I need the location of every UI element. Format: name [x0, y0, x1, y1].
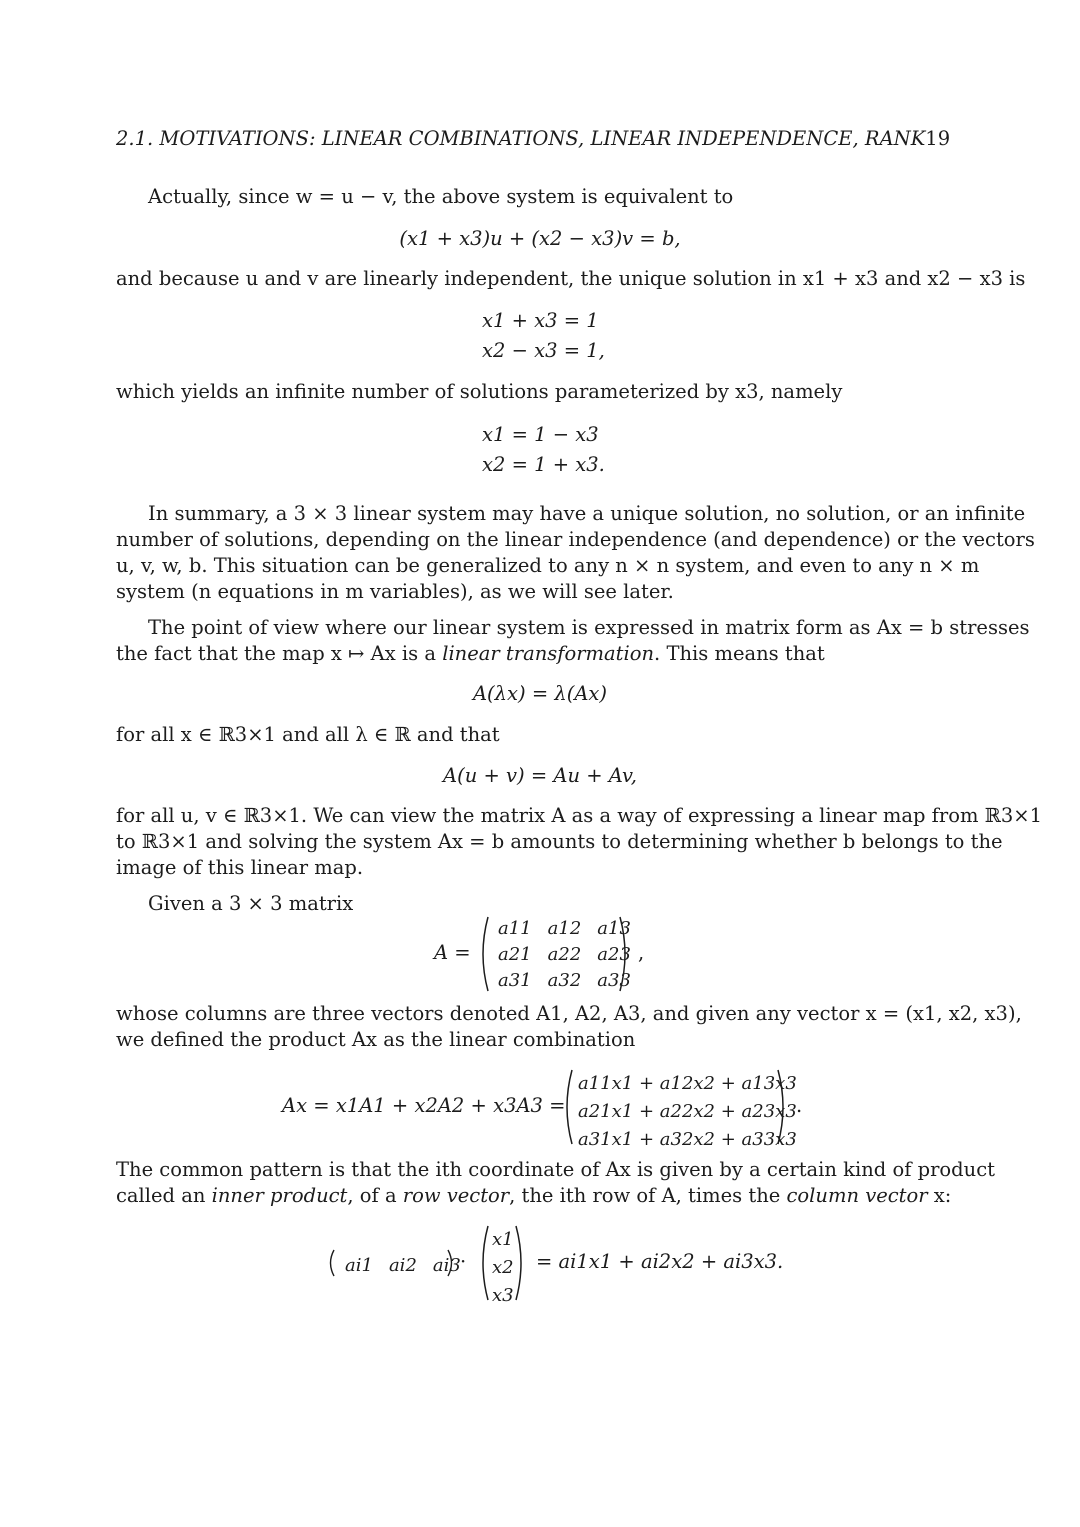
row-right-paren: [446, 1248, 456, 1278]
emph-column-vector: column vector: [786, 1184, 928, 1207]
equation-3-block: [482, 420, 605, 480]
paragraph-3: which yields an infinite number of solutions parameterized by x3, namely: [116, 380, 843, 403]
column-vector-cell: x3: [492, 1284, 514, 1306]
p10-seg-4: x:: [927, 1184, 952, 1207]
column-vector-cell: x1: [492, 1228, 514, 1250]
matrix-a-left-paren: [476, 915, 490, 993]
equation-2b: x2 − x3 = 1,: [482, 339, 605, 362]
matrix-a-cell: a13: [597, 917, 631, 939]
p10-seg-1: called an: [116, 1184, 212, 1207]
row-vector-cell: ai3: [432, 1254, 461, 1276]
paragraph-10-line-1: The common pattern is that the ith coordinate of Ax is given by a certain kind of product: [116, 1158, 995, 1181]
equation-3b: x2 = 1 + x3.: [482, 453, 605, 476]
p5-line2-end: . This means that: [654, 642, 825, 665]
matrix-a-cell: a31: [498, 969, 532, 991]
product-cell: a11x1 + a12x2 + a13x3: [578, 1072, 797, 1094]
paragraph-10-line-2: [116, 1183, 951, 1209]
paragraph-7-line-2: to ℝ3×1 and solving the system Ax = b amounts to determining whether b belongs to the: [116, 830, 1003, 853]
product-lhs: Ax = x1A1 + x2A2 + x3A3 =: [282, 1094, 566, 1117]
equation-3a: x1 = 1 − x3: [482, 423, 599, 446]
equation-1: (x1 + x3)u + (x2 − x3)v = b,: [399, 227, 681, 250]
paragraph-5-line-1: The point of view where our linear system is expressed in matrix form as Ax = b stresses: [148, 616, 1030, 639]
column-vector-cell: x2: [492, 1256, 514, 1278]
matrix-a-cell: a11: [498, 917, 532, 939]
matrix-a-cell: a12: [547, 917, 582, 939]
p5-line2-start: the fact that the map x ↦ Ax is a: [116, 642, 443, 665]
paragraph-5-line-2: [116, 641, 825, 667]
product-row: [576, 1098, 799, 1124]
equation-2-block: [482, 306, 605, 366]
equation-4: A(λx) = λ(Ax): [472, 682, 608, 705]
product-cell: a21x1 + a22x2 + a23x3: [578, 1100, 797, 1122]
product-row: [576, 1070, 799, 1096]
product-table: [574, 1068, 801, 1154]
paragraph-7-line-3: image of this linear map.: [116, 856, 364, 879]
p10-seg-2: , of a: [347, 1184, 403, 1207]
paragraph-4-line-3: u, v, w, b. This situation can be generalized to any n × n system, and even to any n × m: [116, 554, 980, 577]
matrix-a-trail: ,: [638, 941, 645, 964]
paragraph-6: for all x ∈ ℝ3×1 and all λ ∈ ℝ and that: [116, 723, 500, 746]
running-title: [116, 126, 950, 152]
matrix-a-row: [490, 967, 639, 993]
matrix-a-row: [490, 941, 639, 967]
paragraph-4-line-4: system (n equations in m variables), as we will see later.: [116, 580, 674, 603]
matrix-a-cell: a33: [597, 969, 631, 991]
matrix-a-label: A =: [434, 941, 471, 964]
paragraph-1: Actually, since w = u − v, the above system is equivalent to: [148, 185, 734, 208]
inner-rhs: = ai1x1 + ai2x2 + ai3x3.: [536, 1250, 784, 1273]
equation-2a: x1 + x3 = 1: [482, 309, 599, 332]
paragraph-4-line-1: In summary, a 3 × 3 linear system may have a unique solution, no solution, or an infinite: [148, 502, 1026, 525]
running-title-text: 2.1. MOTIVATIONS: LINEAR COMBINATIONS, LINEAR INDEPENDENCE, RANK: [116, 127, 926, 150]
matrix-a-cell: a32: [547, 969, 582, 991]
row-vector-cell: ai1: [345, 1254, 373, 1276]
matrix-a-cell: a21: [498, 943, 532, 965]
row-vector-cell: ai2: [388, 1254, 417, 1276]
paragraph-4-line-2: number of solutions, depending on the linear independence (and dependence) or the vectors: [116, 528, 1035, 551]
paragraph-2: and because u and v are linearly independent, the unique solution in x1 + x3 and x2 − x3 is: [116, 267, 1026, 290]
product-cell: a31x1 + a32x2 + a33x3: [578, 1128, 797, 1150]
col-right-paren: [514, 1224, 528, 1302]
equation-5: A(u + v) = Au + Av,: [443, 764, 637, 787]
paragraph-9-line-2: we defined the product Ax as the linear combination: [116, 1028, 636, 1051]
page-number: 19: [925, 127, 951, 150]
paragraph-7-line-1: for all u, v ∈ ℝ3×1. We can view the matrix A as a way of expressing a linear map from ℝ3×1: [116, 804, 1043, 827]
matrix-a-cell: a23: [597, 943, 631, 965]
matrix-a-row: [490, 915, 639, 941]
paragraph-8: Given a 3 × 3 matrix: [148, 892, 354, 915]
matrix-a-table: [490, 915, 639, 993]
emph-row-vector: row vector: [402, 1184, 510, 1207]
emph-inner-product: inner product: [211, 1184, 348, 1207]
dot-operator: ·: [460, 1250, 467, 1273]
p10-seg-3: , the ith row of A, times the: [509, 1184, 787, 1207]
matrix-a-cell: a22: [547, 943, 582, 965]
product-left-paren: [560, 1068, 574, 1146]
product-right-paren: [776, 1068, 790, 1146]
paragraph-9-line-1: whose columns are three vectors denoted A1, A2, A3, and given any vector x = (x1, x2, x3),: [116, 1002, 1022, 1025]
emph-linear-transformation: linear transformation: [442, 642, 655, 665]
row-left-paren: [326, 1248, 336, 1278]
matrix-a-right-paren: [618, 915, 632, 993]
product-row: [576, 1126, 799, 1152]
product-trail: .: [796, 1094, 803, 1117]
